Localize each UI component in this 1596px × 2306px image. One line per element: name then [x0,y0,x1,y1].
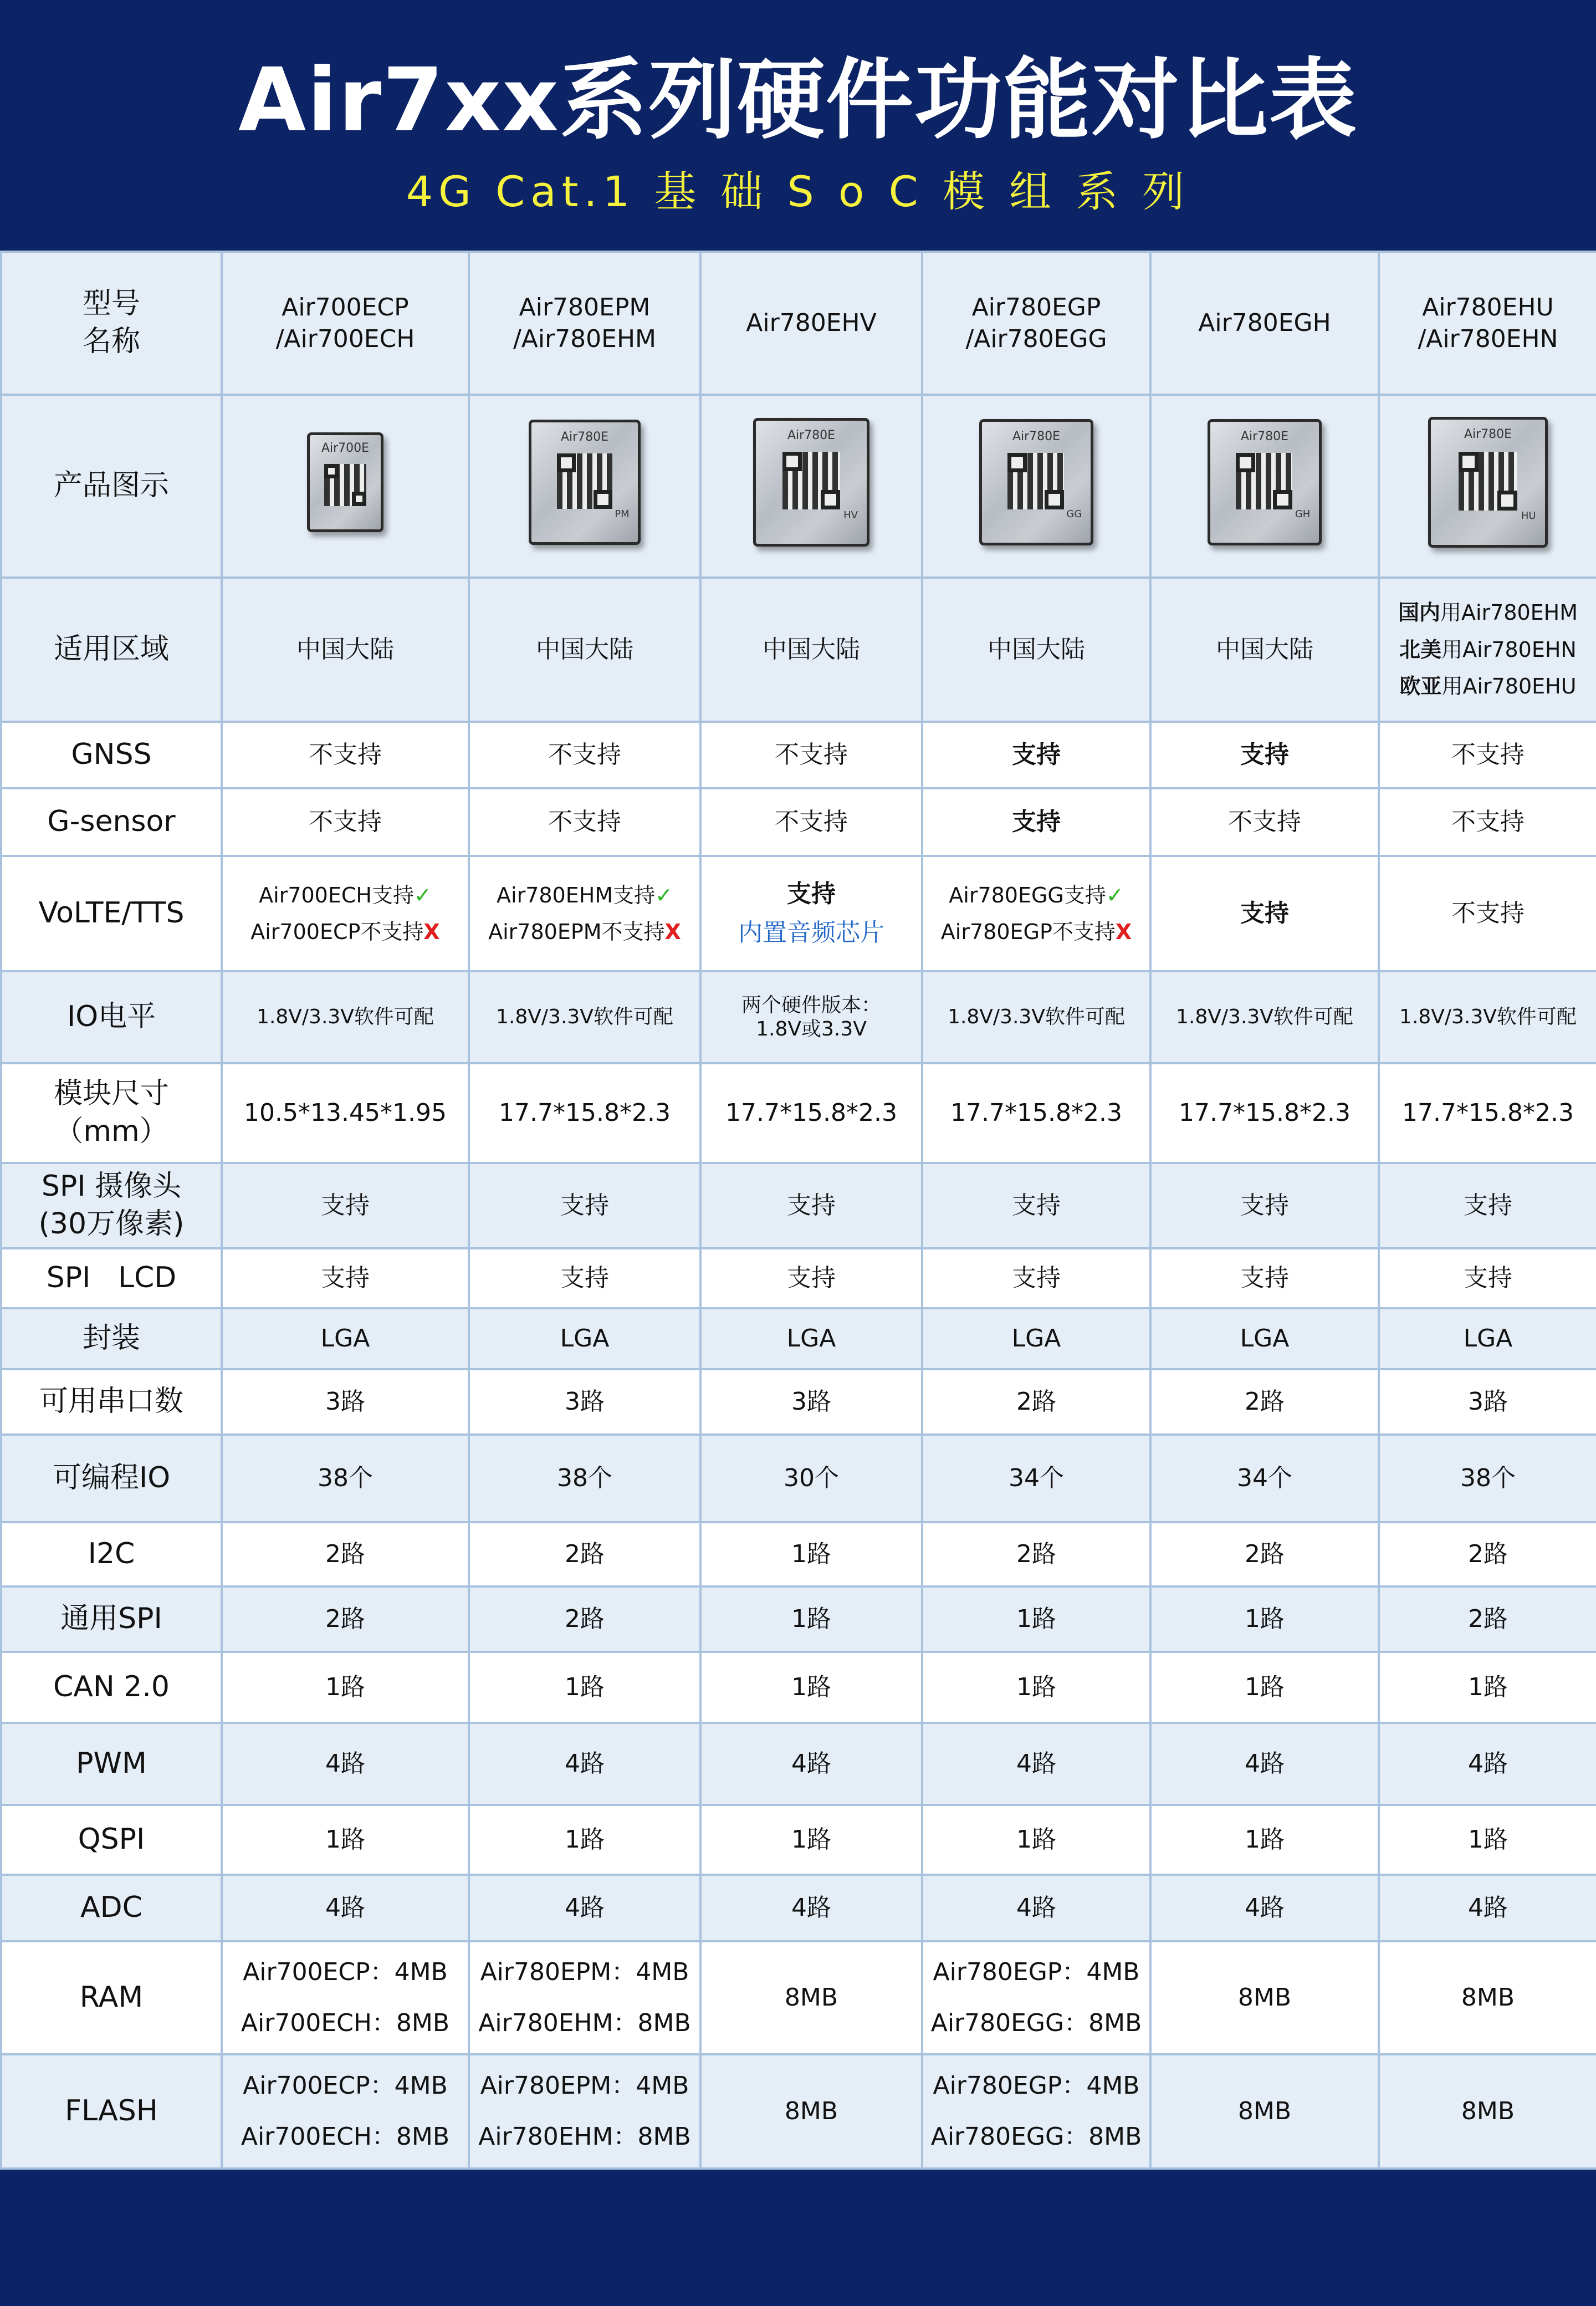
cell: 1路 [1150,1652,1379,1723]
cell: 4路 [1150,1875,1379,1941]
cell: 支持 [1379,1248,1596,1308]
cell: Air780EHM支持✓ Air780EPM不支持X [469,856,700,971]
cell: 1路 [1379,1805,1596,1875]
cell: 4路 [1379,1723,1596,1805]
cell: 17.7*15.8*2.3 [1150,1063,1379,1163]
cell: 支持 [1150,722,1379,788]
cell: 2路 [1150,1522,1379,1586]
header [0,0,1596,251]
row-label: 可用串口数 [1,1369,222,1435]
module-chip-image: Air780E GH [1208,419,1322,545]
cell: 38个 [469,1435,700,1522]
cell: LGA [700,1308,922,1369]
cell: 4路 [222,1723,469,1805]
row-label: 型号 名称 [1,252,222,395]
cell: 17.7*15.8*2.3 [1379,1063,1596,1163]
model-name-cell: Air780EHV [700,252,922,395]
row-qspi [1,1805,1596,1875]
row-size [1,1063,1596,1163]
cell: 2路 [469,1522,700,1586]
cell: 4路 [922,1875,1150,1941]
cell: LGA [469,1308,700,1369]
cell: 支持 [700,1248,922,1308]
cell: 中国大陆 [700,578,922,722]
cell: Air780EPM：4MB Air780EHM：8MB [469,2054,700,2169]
cell: 4路 [1150,1723,1379,1805]
row-label: GNSS [1,722,222,788]
cell: 中国大陆 [922,578,1150,722]
cell: 1路 [922,1805,1150,1875]
product-image-cell [1379,395,1596,578]
cell: 4路 [469,1875,700,1941]
cell: 不支持 [1379,856,1596,971]
cell: 中国大陆 [222,578,469,722]
model-name-cell: Air780EGH [1150,252,1379,395]
cell: LGA [222,1308,469,1369]
cell: 8MB [700,1941,922,2054]
cell: 38个 [222,1435,469,1522]
cell: 1路 [922,1652,1150,1723]
cell: 1.8V/3.3V软件可配 [1150,971,1379,1063]
cell: Air700ECH支持✓ Air700ECP不支持X [222,856,469,971]
cell: 8MB [1150,1941,1379,2054]
row-label: VoLTE/TTS [1,856,222,971]
cell: LGA [922,1308,1150,1369]
cell: 两个硬件版本： 1.8V或3.3V [700,971,922,1063]
cell: 支持 内置音频芯片 [700,856,922,971]
product-image-cell [1150,395,1379,578]
cell: 1路 [700,1586,922,1652]
cell: 不支持 [700,722,922,788]
row-io-level [1,971,1596,1063]
cell: 4路 [700,1875,922,1941]
product-image-cell [469,395,700,578]
check-icon: ✓ [655,882,673,907]
row-label: 产品图示 [1,395,222,578]
cell: 不支持 [222,788,469,856]
cell: 3路 [1379,1369,1596,1435]
cell: 1路 [469,1652,700,1723]
row-label: QSPI [1,1805,222,1875]
cell: 中国大陆 [1150,578,1379,722]
model-name-cell: Air780EGP /Air780EGG [922,252,1150,395]
cell: 1路 [700,1805,922,1875]
cell: 1路 [1379,1652,1596,1723]
cell: 17.7*15.8*2.3 [469,1063,700,1163]
row-pwm [1,1723,1596,1805]
cell: 10.5*13.45*1.95 [222,1063,469,1163]
product-image-cell [700,395,922,578]
row-spi-lcd [1,1248,1596,1308]
row-spi [1,1586,1596,1652]
cell: Air700ECP：4MB Air700ECH：8MB [222,1941,469,2054]
footer-band [0,2170,1596,2306]
comparison-table [0,251,1596,2170]
cross-icon: X [664,920,681,944]
cell: 2路 [222,1586,469,1652]
row-volte [1,856,1596,971]
cell: 8MB [700,2054,922,2169]
cell: 不支持 [469,788,700,856]
page-subtitle: 4G Cat.1 基 础 S o C 模 组 系 列 [406,167,1190,216]
row-can [1,1652,1596,1723]
row-gpio [1,1435,1596,1522]
cell: 不支持 [1150,788,1379,856]
cell: 3路 [469,1369,700,1435]
cell: 2路 [1150,1369,1379,1435]
cell: 1.8V/3.3V软件可配 [469,971,700,1063]
cell: 2路 [922,1369,1150,1435]
cell: 1.8V/3.3V软件可配 [922,971,1150,1063]
cell: 支持 [922,788,1150,856]
cell: 支持 [922,1163,1150,1248]
cell: 不支持 [700,788,922,856]
row-label: 模块尺寸 （mm） [1,1063,222,1163]
row-ram [1,1941,1596,2054]
cell: 不支持 [222,722,469,788]
cell: 国内用Air780EHM 北美用Air780EHN 欧亚用Air780EHU [1379,578,1596,722]
cell: 1路 [700,1652,922,1723]
cell: 3路 [222,1369,469,1435]
cell: 1路 [700,1522,922,1586]
row-label: I2C [1,1522,222,1586]
cell: 1路 [1150,1805,1379,1875]
cell: 4路 [922,1723,1150,1805]
cell: 8MB [1379,1941,1596,2054]
product-image-cell [922,395,1150,578]
cell: 支持 [1150,856,1379,971]
cell: 4路 [469,1723,700,1805]
cell: 2路 [1379,1586,1596,1652]
cell: Air780EGP：4MB Air780EGG：8MB [922,2054,1150,2169]
cell: 1.8V/3.3V软件可配 [1379,971,1596,1063]
row-label: FLASH [1,2054,222,2169]
cell: 8MB [1379,2054,1596,2169]
cell: Air780EGP：4MB Air780EGG：8MB [922,1941,1150,2054]
cell: 1路 [469,1805,700,1875]
cell: 2路 [1379,1522,1596,1586]
module-chip-image: Air780E HU [1428,417,1548,548]
row-region [1,578,1596,722]
cell: 支持 [222,1248,469,1308]
row-package [1,1308,1596,1369]
cell: 1路 [222,1652,469,1723]
cell: 30个 [700,1435,922,1522]
cell: 支持 [922,1248,1150,1308]
cell: 支持 [922,722,1150,788]
cell: 17.7*15.8*2.3 [700,1063,922,1163]
module-chip-image: Air780E PM [529,420,641,545]
cell: Air780EPM：4MB Air780EHM：8MB [469,1941,700,2054]
page-title: Air7xx系列硬件功能对比表 [238,49,1358,151]
row-image [1,395,1596,578]
row-label: 可编程IO [1,1435,222,1522]
row-label: 封装 [1,1308,222,1369]
cell: 1路 [922,1586,1150,1652]
row-label: SPI 摄像头 (30万像素) [1,1163,222,1248]
row-label: 通用SPI [1,1586,222,1652]
cell: 38个 [1379,1435,1596,1522]
row-i2c [1,1522,1596,1586]
cell: LGA [1150,1308,1379,1369]
cell: 17.7*15.8*2.3 [922,1063,1150,1163]
cell: 3路 [700,1369,922,1435]
cell: 4路 [700,1723,922,1805]
cell: LGA [1379,1308,1596,1369]
cell: Air780EGG支持✓ Air780EGP不支持X [922,856,1150,971]
cell: 支持 [222,1163,469,1248]
row-adc [1,1875,1596,1941]
row-label: ADC [1,1875,222,1941]
cell: 支持 [700,1163,922,1248]
product-image-cell [222,395,469,578]
cross-icon: X [1115,920,1132,944]
module-chip-image: Air780E HV [753,418,869,547]
cell: 不支持 [469,722,700,788]
cell: 1.8V/3.3V软件可配 [222,971,469,1063]
row-gnss [1,722,1596,788]
row-label: 适用区域 [1,578,222,722]
cell: 支持 [1379,1163,1596,1248]
row-label: IO电平 [1,971,222,1063]
row-uart [1,1369,1596,1435]
cell: Air700ECP：4MB Air700ECH：8MB [222,2054,469,2169]
cell: 中国大陆 [469,578,700,722]
cell: 4路 [222,1875,469,1941]
model-name-cell: Air780EHU /Air780EHN [1379,252,1596,395]
module-chip-image: Air700E [307,432,383,532]
model-name-cell: Air780EPM /Air780EHM [469,252,700,395]
row-label: RAM [1,1941,222,2054]
cell: 8MB [1150,2054,1379,2169]
cell: 2路 [222,1522,469,1586]
cell: 支持 [1150,1248,1379,1308]
check-icon: ✓ [413,882,432,907]
model-name-cell: Air700ECP /Air700ECH [222,252,469,395]
cell: 1路 [222,1805,469,1875]
cell: 34个 [1150,1435,1379,1522]
row-model [1,252,1596,395]
row-label: PWM [1,1723,222,1805]
cell: 不支持 [1379,788,1596,856]
cell: 2路 [922,1522,1150,1586]
row-label: SPI LCD [1,1248,222,1308]
cell: 4路 [1379,1875,1596,1941]
cell: 2路 [469,1586,700,1652]
cell: 支持 [469,1163,700,1248]
cross-icon: X [423,920,440,944]
row-label: G-sensor [1,788,222,856]
cell: 不支持 [1379,722,1596,788]
row-flash [1,2054,1596,2169]
row-gsensor [1,788,1596,856]
module-chip-image: Air780E GG [979,419,1093,545]
row-spi-camera [1,1163,1596,1248]
cell: 支持 [469,1248,700,1308]
check-icon: ✓ [1106,882,1124,907]
row-label: CAN 2.0 [1,1652,222,1723]
cell: 支持 [1150,1163,1379,1248]
cell: 1路 [1150,1586,1379,1652]
cell: 34个 [922,1435,1150,1522]
